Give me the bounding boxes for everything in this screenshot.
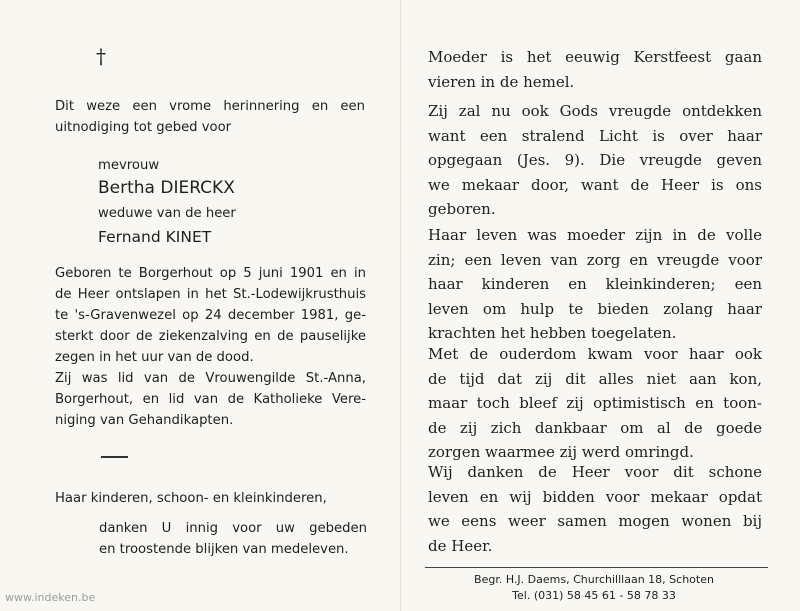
paragraph-line: Wij danken de Heer voor dit schone <box>428 463 762 481</box>
intro-text <box>55 96 365 138</box>
bio-line: te 's-Gravenwezel op 24 december 1981, ge- <box>55 308 366 323</box>
divider-dash <box>101 456 128 458</box>
paragraph-line: leven en wij bidden voor mekaar opdat <box>428 487 762 506</box>
watermark-text: www.indeken.be <box>5 591 96 604</box>
printer-credit <box>425 572 763 604</box>
bio-line: Geboren te Borgerhout op 5 juni 1901 en in <box>55 266 366 281</box>
paragraph-line: zin; een leven van zorg en vreugde voor <box>428 250 762 269</box>
printer-phone: Tel. (031) 58 45 61 - 58 78 33 <box>512 589 676 602</box>
relation-text: weduwe van de heer <box>98 206 236 221</box>
paragraph-line: Haar leven was moeder zijn in de volle <box>428 226 762 244</box>
paragraph-line: zorgen waarmee zij werd omringd. <box>428 443 694 461</box>
paragraph-line: we eens weer samen mogen wonen bij <box>428 512 762 530</box>
membership-line: Borgerhout, en lid van de Katholieke Vere- <box>55 392 366 407</box>
bio-line: de Heer ontslapen in het St.-Lodewijkrusthuis <box>55 287 366 302</box>
paragraph-line: de zij zich dankbaar om al de goede <box>428 418 762 437</box>
paragraph-line: krachten het hebben toegelaten. <box>428 324 677 342</box>
printer-rule <box>425 567 768 568</box>
intro-line: uitnodiging tot gebed voor <box>55 120 232 135</box>
membership-line: Zij was lid van de Vrouwengilde St.-Anna, <box>55 371 366 386</box>
paragraph-line: maar toch bleef zij optimistisch en toon- <box>428 394 762 412</box>
paragraph-line: leven om hulp te bieden zolang haar <box>428 299 762 318</box>
paragraph-line: de Heer. <box>428 536 493 555</box>
paragraph-leven <box>428 223 762 346</box>
membership-line: niging van Gehandikapten. <box>55 413 234 428</box>
paragraph-line: de tijd dat zij dit alles niet aan kon, <box>428 369 762 388</box>
paragraph-danken <box>428 460 762 558</box>
deceased-name: Bertha DIERCKX <box>98 178 235 198</box>
bio-line: sterkt door de ziekenzalving en de pauselijke <box>55 329 366 344</box>
cross-icon: † <box>96 44 106 68</box>
paragraph-vreugde <box>428 99 762 222</box>
paragraph-line: vieren in de hemel. <box>428 72 575 91</box>
paragraph-line: geboren. <box>428 200 496 218</box>
title-mevrouw: mevrouw <box>98 158 160 173</box>
paragraph-line: we mekaar door, want de Heer is ons <box>428 175 762 194</box>
thanks-text <box>99 518 367 560</box>
paragraph-line: Moeder is het eeuwig Kerstfeest gaan <box>428 48 762 66</box>
paragraph-line: haar kinderen en kleinkinderen; een <box>428 275 762 293</box>
husband-name: Fernand KINET <box>98 228 212 246</box>
thanks-line: danken U innig voor uw gebeden <box>99 521 367 536</box>
intro-line: Dit weze een vrome herinnering en een <box>55 99 365 114</box>
card-fold <box>400 0 401 611</box>
family-line: Haar kinderen, schoon- en kleinkinderen, <box>55 491 327 506</box>
paragraph-kerstfeest <box>428 45 762 94</box>
printer-address: Begr. H.J. Daems, Churchilllaan 18, Schoten <box>474 573 714 586</box>
paragraph-line: opgegaan (Jes. 9). Die vreugde geven <box>428 151 762 169</box>
biography <box>55 263 366 368</box>
paragraph-line: Zij zal nu ook Gods vreugde ontdekken <box>428 102 762 120</box>
bio-line: zegen in het uur van de dood. <box>55 350 254 365</box>
paragraph-line: Met de ouderdom kwam voor haar ook <box>428 345 762 363</box>
membership <box>55 368 366 431</box>
paragraph-line: want een stralend Licht is over haar <box>428 126 762 145</box>
thanks-line: en troostende blijken van medeleven. <box>99 542 349 557</box>
paragraph-ouderdom <box>428 342 762 465</box>
